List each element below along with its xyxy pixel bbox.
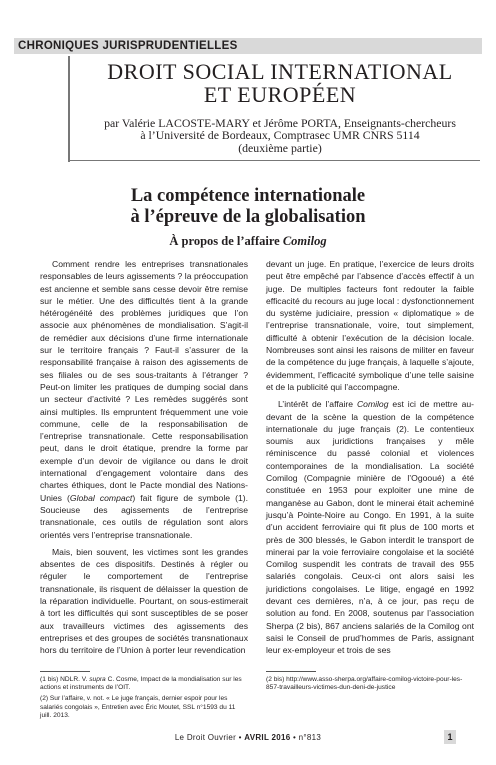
rubric-rule-vertical — [68, 56, 70, 162]
page-number: 1 — [444, 730, 456, 744]
rubric-title-line2: ET EUROPÉEN — [203, 82, 357, 107]
paragraph-text: est ici de mettre au-devant de la scène la question de la compétence internationale du juge français (2). Le contentieux soumis aux juridictions françaises y mêle réminiscence du passé colonial et violences contemporaines de la mondialisation. La société Comilog (Compagnie minière de l’Ogooué) a été constituée en 1953 pour exploiter une mine de manganèse au Gabon, dont le minerai était acheminé jusqu’à Pointe-Noire au Congo. En 1991, à la suite d’un accident ferroviaire qui fit plus de 100 morts et près de 300 blessés, le Gabon interdit le transport de minerai par la voie ferroviaire congolaise et la société Comilog suspendit les contrats de travail des 955 salariés congolais. Ceux-ci ont alors saisi les juridictions congolaises. Le litige, engagé en 1992 devant ces dernières, n’a, à ce jour, pas reçu de solution au fond. En 2008, soutenus par l’association Sherpa (2 bis), 867 anciens salariés de la Comilog ont saisi le Conseil de prud’hommes de Paris, assignant leur ex-employeur et trois de ses — [266, 399, 474, 656]
rubric-title-line1: DROIT SOCIAL INTERNATIONAL — [107, 59, 453, 84]
footnote — [40, 676, 248, 692]
article-subtitle — [14, 234, 482, 248]
article-title — [14, 186, 482, 228]
article-title-line2: à l’épreuve de la globalisation — [130, 207, 366, 227]
rubric-rule-horizontal — [68, 160, 480, 161]
subtitle-case-name: Comilog — [282, 234, 327, 248]
footnote-rule-right — [266, 671, 316, 672]
body-column-left — [40, 258, 248, 662]
footer-date: AVRIL 2016 — [244, 733, 291, 742]
paragraph: devant un juge. En pratique, l’exercice de leurs droits peut être empêché par l’absence d’accès effectif à un juge. De multiples facteurs font redouter la faible efficacité du recours au juge local : dysfonctionnement du système judiciaire, pression « diplomatique » de l’entreprise transnationale, voire, tout simplement, difficulté à obtenir l’exécution de la décision locale. Nombreuses sont ainsi les raisons de militer en faveur de la compétence du juge français, à laquelle s’ajoute, évidemment, l’efficacité symbolique d’une telle saisine et de la publicité qui l’accompagne. — [266, 259, 474, 392]
footnotes-left — [40, 676, 248, 723]
footnote-rule-left — [40, 671, 90, 672]
section-header: CHRONIQUES JURISPRUDENTIELLES — [14, 38, 482, 54]
footnote: (2) Sur l’affaire, v. not. « Le juge français, dernier espoir pour les salariés congolais », Entretien avec Éric Moutet, SSL n°1593 du 11 juill. 2013. — [40, 695, 236, 719]
paragraph-text: Comment rendre les entreprises transnationales responsables de leurs agissements ? la préoccupation est ancienne et semble sans cesse devoir être remise sur le métier. Une des difficultés tient à la grande hétérogénéité des problèmes juridiques que l’on associe aux phénomènes de mondialisation. S’agit-il de remédier aux décisions d’une firme internationale sur le territoire français ? Faut-il s’assurer de la responsabilité française à raison des agissements de ses filiales ou de ses sous-traitants à l’étranger ? Peut-on limiter les pratiques de dumping social dans un secteur d’activité ? Les remèdes suggérés sont ainsi multiples. Ils empruntent fréquemment une voie commune, celle de la responsabilisation de l’entreprise transnationale. Cette responsabilisation peut, dans le droit étatique, prendre la forme par exemple d’un devoir de vigilance ou dans le droit international d’engagement volontaire dans des chartes éthiques, dont le Pacte mondial des Nations-Unies ( — [40, 259, 248, 503]
rubric-title — [80, 60, 480, 106]
authors-line3: (deuxième partie) — [238, 140, 322, 155]
paragraph-emphasis: Comilog — [356, 399, 389, 410]
paragraph — [266, 398, 474, 656]
paragraph: Mais, bien souvent, les victimes sont les grandes absentes de ces dispositifs. Destinés à régler ou réguler le comportement de l’entreprise transnationale, ils risquent de délaisser la question de la réparation individuelle. Pourtant, on sous-estimerait à tort les difficultés qui sont susceptibles de se poser aux travailleurs victimes des agissements des entreprises et des groupes de sociétés transnationaux hors du territoire de l’Union à porter leur revendication — [40, 546, 248, 656]
footnote-emphasis: supra — [89, 676, 106, 683]
body-column-right — [266, 258, 474, 662]
paragraph — [40, 258, 248, 541]
footer-issue: n°813 — [298, 733, 322, 742]
article-title-line1: La compétence internationale — [130, 186, 366, 206]
paragraph-text: L’intérêt de l’affaire — [278, 399, 357, 410]
footnote-text: (1 bis) NDLR. V. — [40, 676, 90, 683]
subtitle-prefix: À propos de l’affaire — [169, 234, 283, 248]
paragraph-emphasis: Global compact — [69, 492, 133, 503]
authors-line2: à l’Université de Bordeaux, Comptrasec UMR CNRS 5114 — [140, 128, 420, 143]
paragraph-text: ) fait figure de symbole (1). Soucieuse des agissements de l’entreprise transnationale, ces outils de régulation sont alors orientés vers l’entreprise transnationale. — [40, 492, 248, 540]
footnote-text: C. Cosme, Impact de la mondialisation sur les actions et instruments de l’OIT. — [40, 676, 242, 692]
page-footer: Le Droit Ouvrier • AVRIL 2016 • n°813 — [174, 733, 322, 742]
authors-line1: par Valérie LACOSTE-MARY et Jérôme PORTA, Enseignants-chercheurs — [104, 116, 456, 130]
footnote-link[interactable]: (2 bis) http://www.asso-sherpa.org/affaire-comilog-victoire-pour-les-857-travailleurs-victimes-dun-deni-de-justice — [266, 676, 463, 692]
footer-journal: Le Droit Ouvrier — [174, 733, 237, 742]
footnotes-right — [266, 676, 474, 695]
authors-block — [80, 117, 480, 154]
